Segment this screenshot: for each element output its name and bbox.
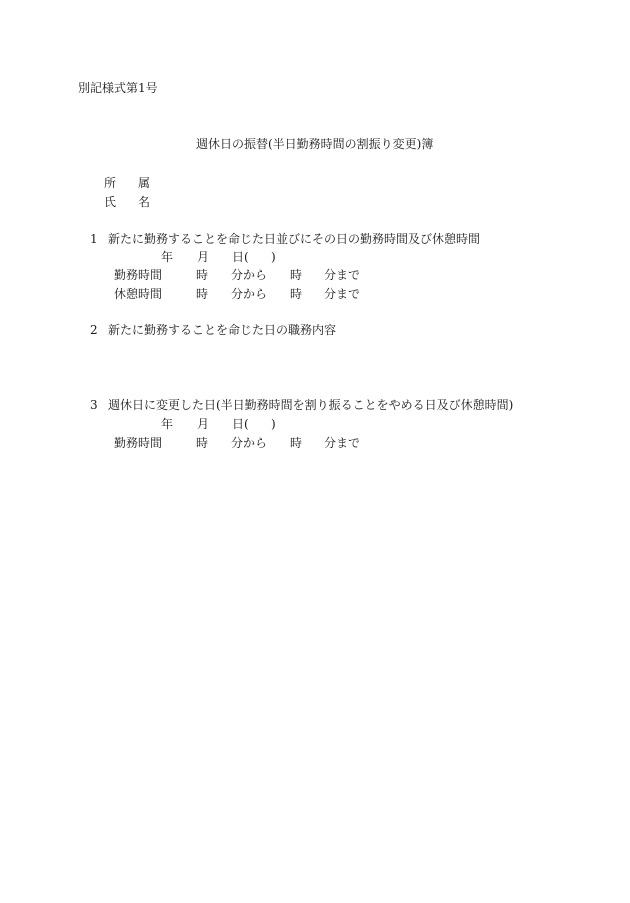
section3-date-close: ) [271, 417, 276, 431]
section1-work-hour-start: 時 [196, 268, 209, 282]
section1-break-hour-end: 時 [290, 287, 303, 301]
section1-date-month: 月 [197, 250, 210, 264]
section1-break-from: 分から [231, 287, 268, 301]
section1-work-from: 分から [231, 268, 268, 282]
section1-date-day: 日( [232, 250, 249, 264]
section1-work-time-label: 勤務時間 [114, 268, 163, 282]
section1-number: 1 [90, 232, 98, 246]
document-title: 週休日の振替(半日勤務時間の割振り変更)簿 [196, 137, 434, 151]
section3-date-month: 月 [197, 417, 210, 431]
section3-work-until: 分まで [324, 436, 361, 450]
section1-break-time-label: 休憩時間 [114, 287, 163, 301]
section1-date-year: 年 [161, 250, 174, 264]
section2-heading: 新たに勤務することを命じた日の職務内容 [108, 323, 337, 337]
section3-work-time-label: 勤務時間 [114, 436, 163, 450]
section1-break-hour-start: 時 [196, 287, 209, 301]
section3-date-day: 日( [232, 417, 249, 431]
section1-heading: 新たに勤務することを命じた日並びにその日の勤務時間及び休憩時間 [108, 232, 481, 246]
section3-number: 3 [90, 398, 98, 412]
section1-date-close: ) [271, 250, 276, 264]
section3-work-hour-end: 時 [290, 436, 303, 450]
name-label-second: 名 [138, 195, 151, 209]
section2-number: 2 [90, 323, 98, 337]
section1-break-until: 分まで [324, 287, 361, 301]
section3-heading: 週休日に変更した日(半日勤務時間を割り振ることをやめる日及び休憩時間) [108, 398, 514, 412]
affiliation-label-second: 属 [138, 176, 151, 190]
section3-date-year: 年 [161, 417, 174, 431]
name-label-first: 氏 [104, 195, 117, 209]
form-number: 別記様式第1号 [78, 81, 158, 95]
section3-work-hour-start: 時 [196, 436, 209, 450]
affiliation-label-first: 所 [104, 176, 117, 190]
section3-work-from: 分から [231, 436, 268, 450]
section1-work-until: 分まで [324, 268, 361, 282]
section1-work-hour-end: 時 [290, 268, 303, 282]
